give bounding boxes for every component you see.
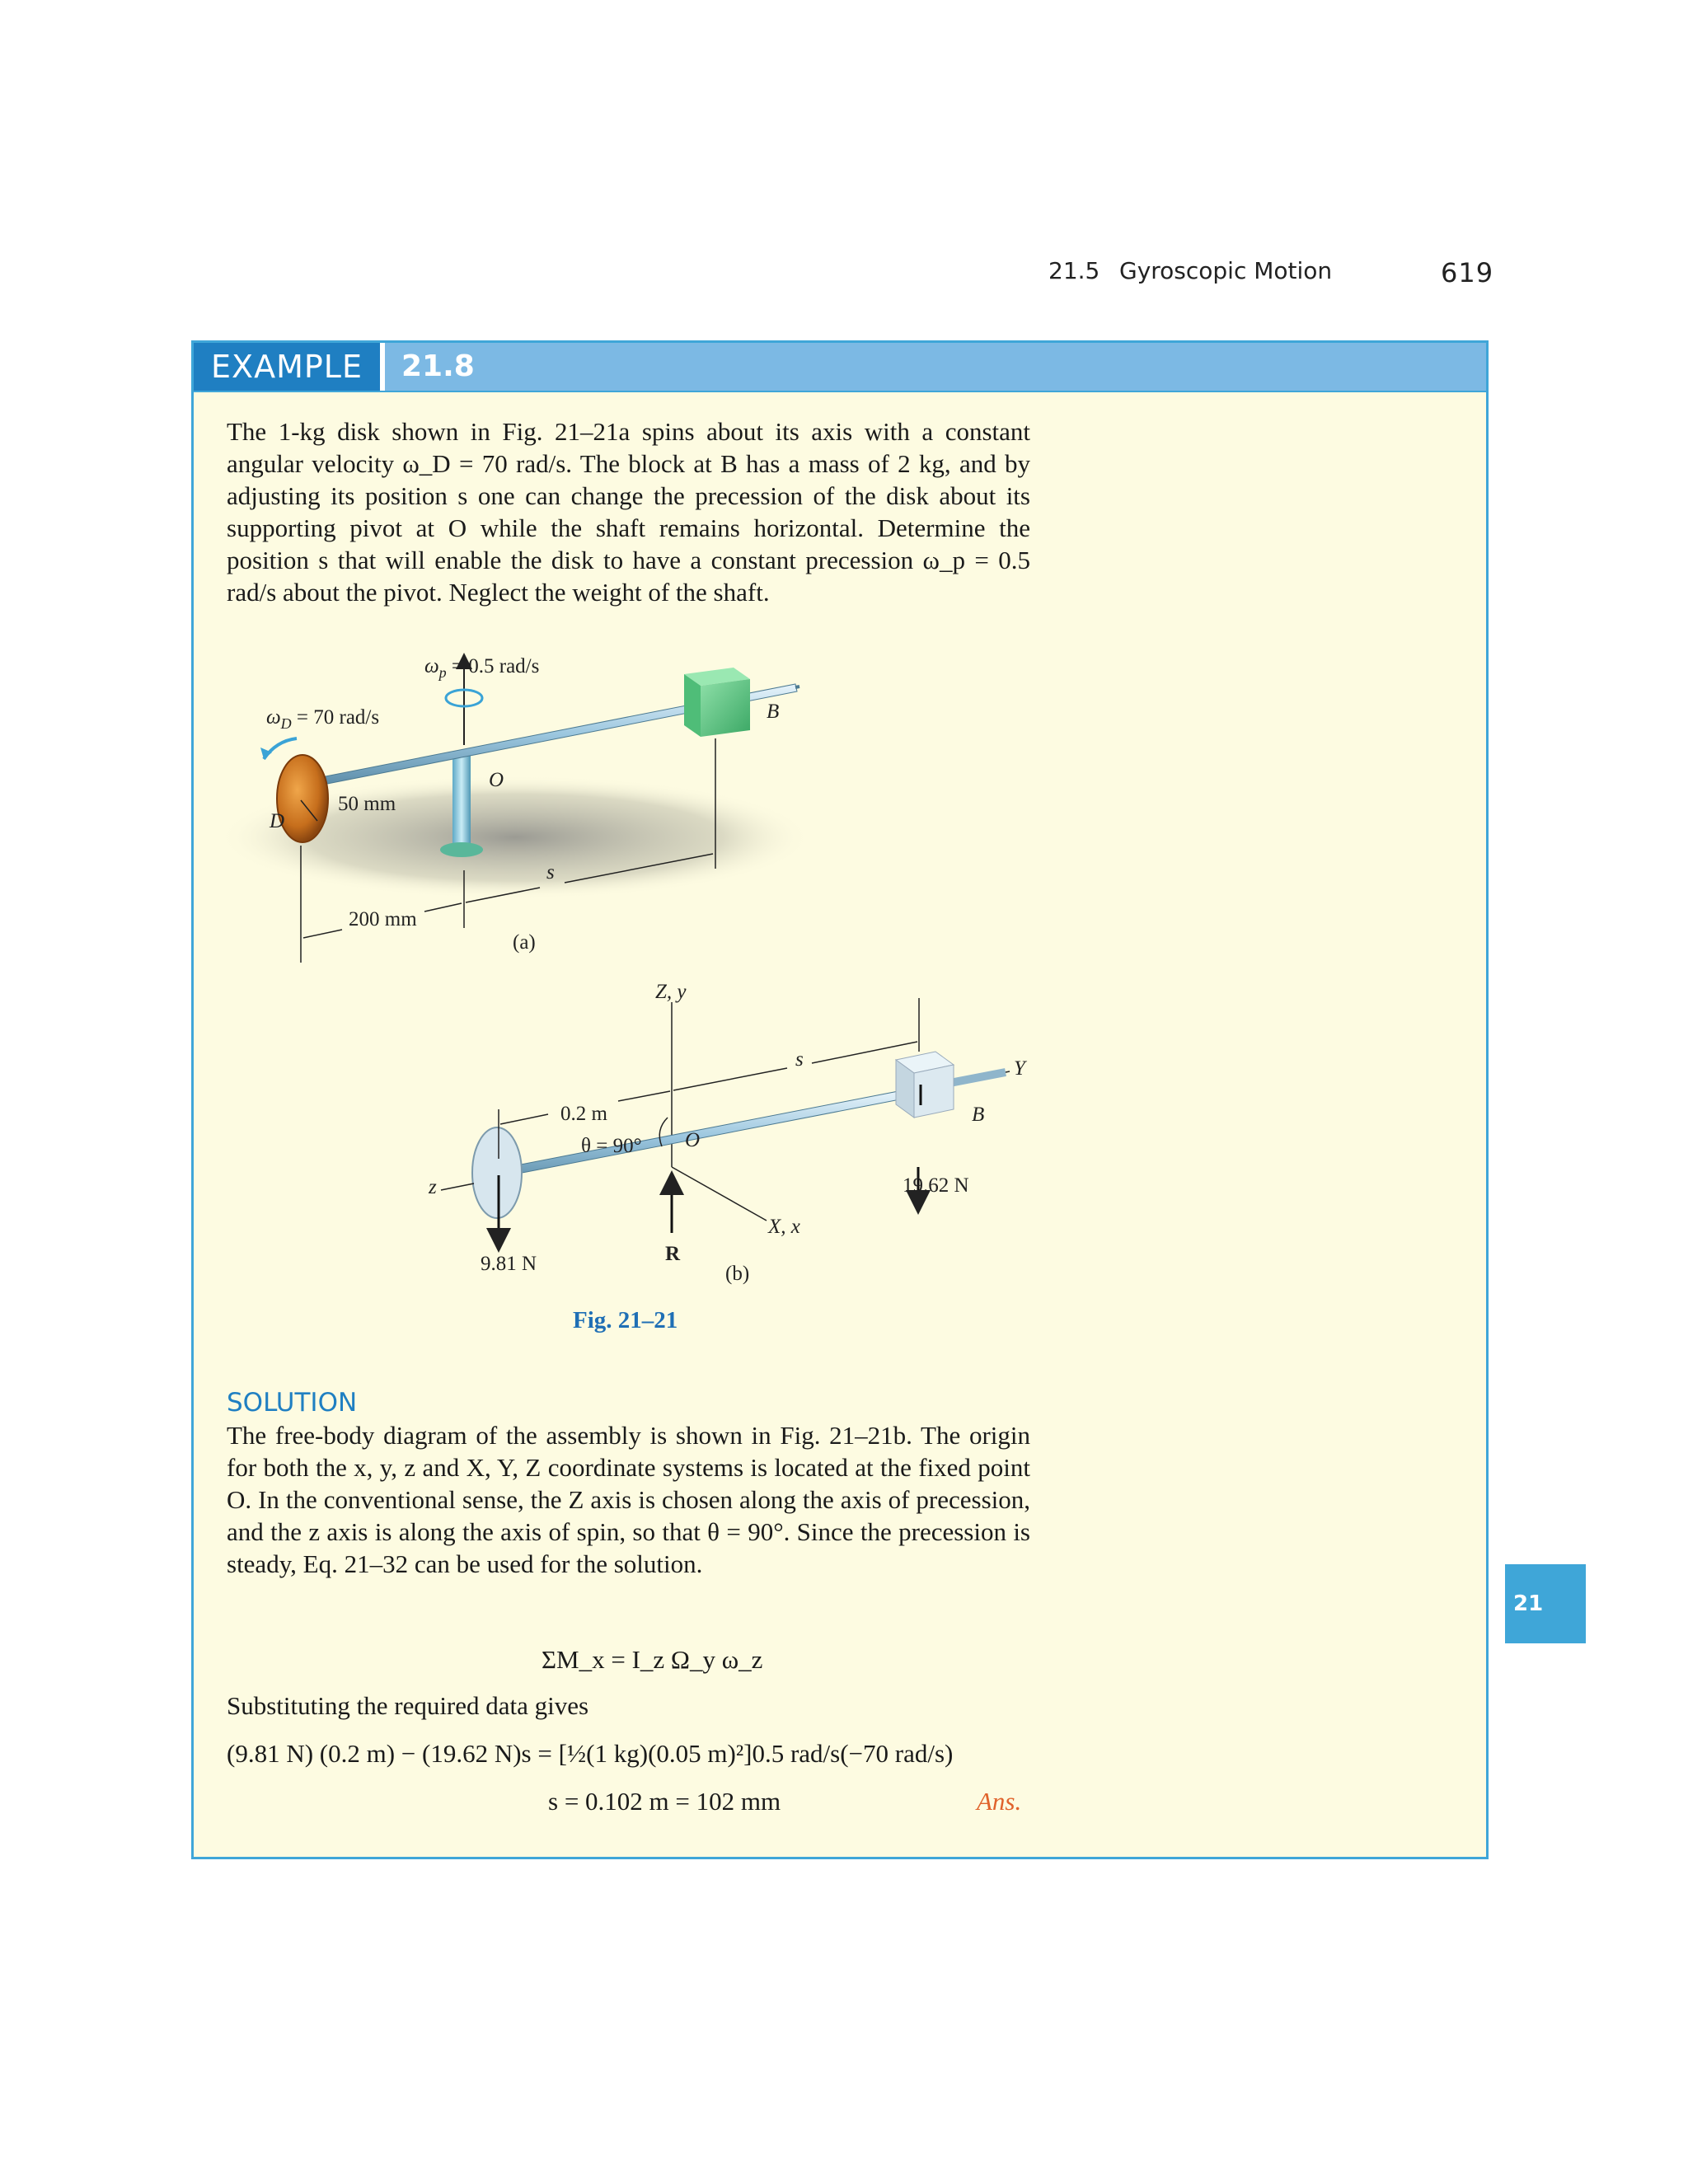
- figure-b: [428, 981, 1028, 1285]
- figure-21-21: [194, 343, 1486, 1365]
- chapter-tab: 21: [1505, 1564, 1586, 1643]
- caption-b: (b): [725, 1263, 750, 1285]
- equation-result: s = 0.102 m = 102 mm: [548, 1787, 781, 1816]
- figure-a: [218, 655, 812, 963]
- label-b: B: [767, 701, 780, 723]
- example-number: 21.8: [401, 349, 475, 383]
- pivot-post: [452, 755, 471, 850]
- omega-p-label: $\omega_p = 0.5$ rad/s: [424, 655, 540, 681]
- label-r: R: [665, 1243, 681, 1265]
- example-label: EXAMPLE: [194, 343, 380, 391]
- axis-zy-label: Z, y: [655, 981, 687, 1003]
- disk: [277, 755, 328, 842]
- label-200mm: 200 mm: [349, 908, 417, 930]
- equation-moment: ΣM_x = I_z Ω_y ω_z: [542, 1645, 763, 1674]
- label-o: O: [489, 769, 504, 791]
- fbd-z-axis: [441, 1183, 474, 1190]
- solution-text: The free-body diagram of the assembly is shown in Fig. 21–21b. The origin for both the x, y, z and X, Y, Z coordinate systems is located at the fixed point O. In the conventional sense, the Z axis is chosen along the axis of precession, and the z axis is along the axis of spin, so that θ = 90°. Since the precession is steady, Eq. 21–32 can be used for the solution.: [227, 1421, 1030, 1578]
- caption-a: (a): [513, 931, 536, 954]
- label-o-b: O: [685, 1129, 701, 1151]
- substitute-text: Substituting the required data gives: [227, 1691, 589, 1720]
- solution-heading: SOLUTION: [227, 1388, 358, 1418]
- label-b-b: B: [972, 1104, 985, 1126]
- page-number: 619: [1441, 257, 1494, 288]
- omega-d-label: $\omega_D = 70$ rad/s: [266, 706, 380, 732]
- answer-label: Ans.: [977, 1787, 1022, 1816]
- section-title: Gyroscopic Motion: [1119, 257, 1333, 284]
- axis-z-label: z: [429, 1176, 437, 1198]
- block-front: [701, 679, 750, 737]
- spin-rotation-icon: [264, 738, 297, 759]
- axis-y-label: Y: [1014, 1057, 1025, 1080]
- label-theta: θ = 90°: [581, 1135, 642, 1157]
- label-s-a: s: [546, 861, 555, 883]
- equation-substituted: (9.81 N) (0.2 m) − (19.62 N)s = [½(1 kg)(0.05 m)²]0.5 rad/s(−70 rad/s): [227, 1739, 954, 1768]
- pivot-base: [440, 842, 483, 857]
- example-box: [191, 340, 1489, 1859]
- label-s-b: s: [795, 1048, 804, 1071]
- label-50mm: 50 mm: [338, 793, 396, 815]
- force-19-62: 19.62 N: [903, 1174, 969, 1197]
- problem-statement: The 1-kg disk shown in Fig. 21–21a spins about its axis with a constant angular velocity ω_D = 70 rad/s. The block at B has a mass of 2 kg, and by adjusting its position s one can change the precession of the disk about its supporting pivot at O while the shaft remains horizontal. Determine the position s that will enable the disk to have a constant precession ω_p = 0.5 rad/s about the pivot. Neglect the weight of the shaft.: [227, 417, 1030, 607]
- fbd-disk: [472, 1127, 522, 1218]
- x-axis-line: [672, 1167, 767, 1221]
- section-number: 21.5: [1048, 257, 1100, 284]
- label-0-2m: 0.2 m: [560, 1103, 607, 1125]
- force-9-81: 9.81 N: [481, 1253, 537, 1275]
- label-d: D: [270, 810, 285, 832]
- axis-xx-label: X, x: [768, 1216, 800, 1238]
- figure-caption: Fig. 21–21: [573, 1307, 678, 1333]
